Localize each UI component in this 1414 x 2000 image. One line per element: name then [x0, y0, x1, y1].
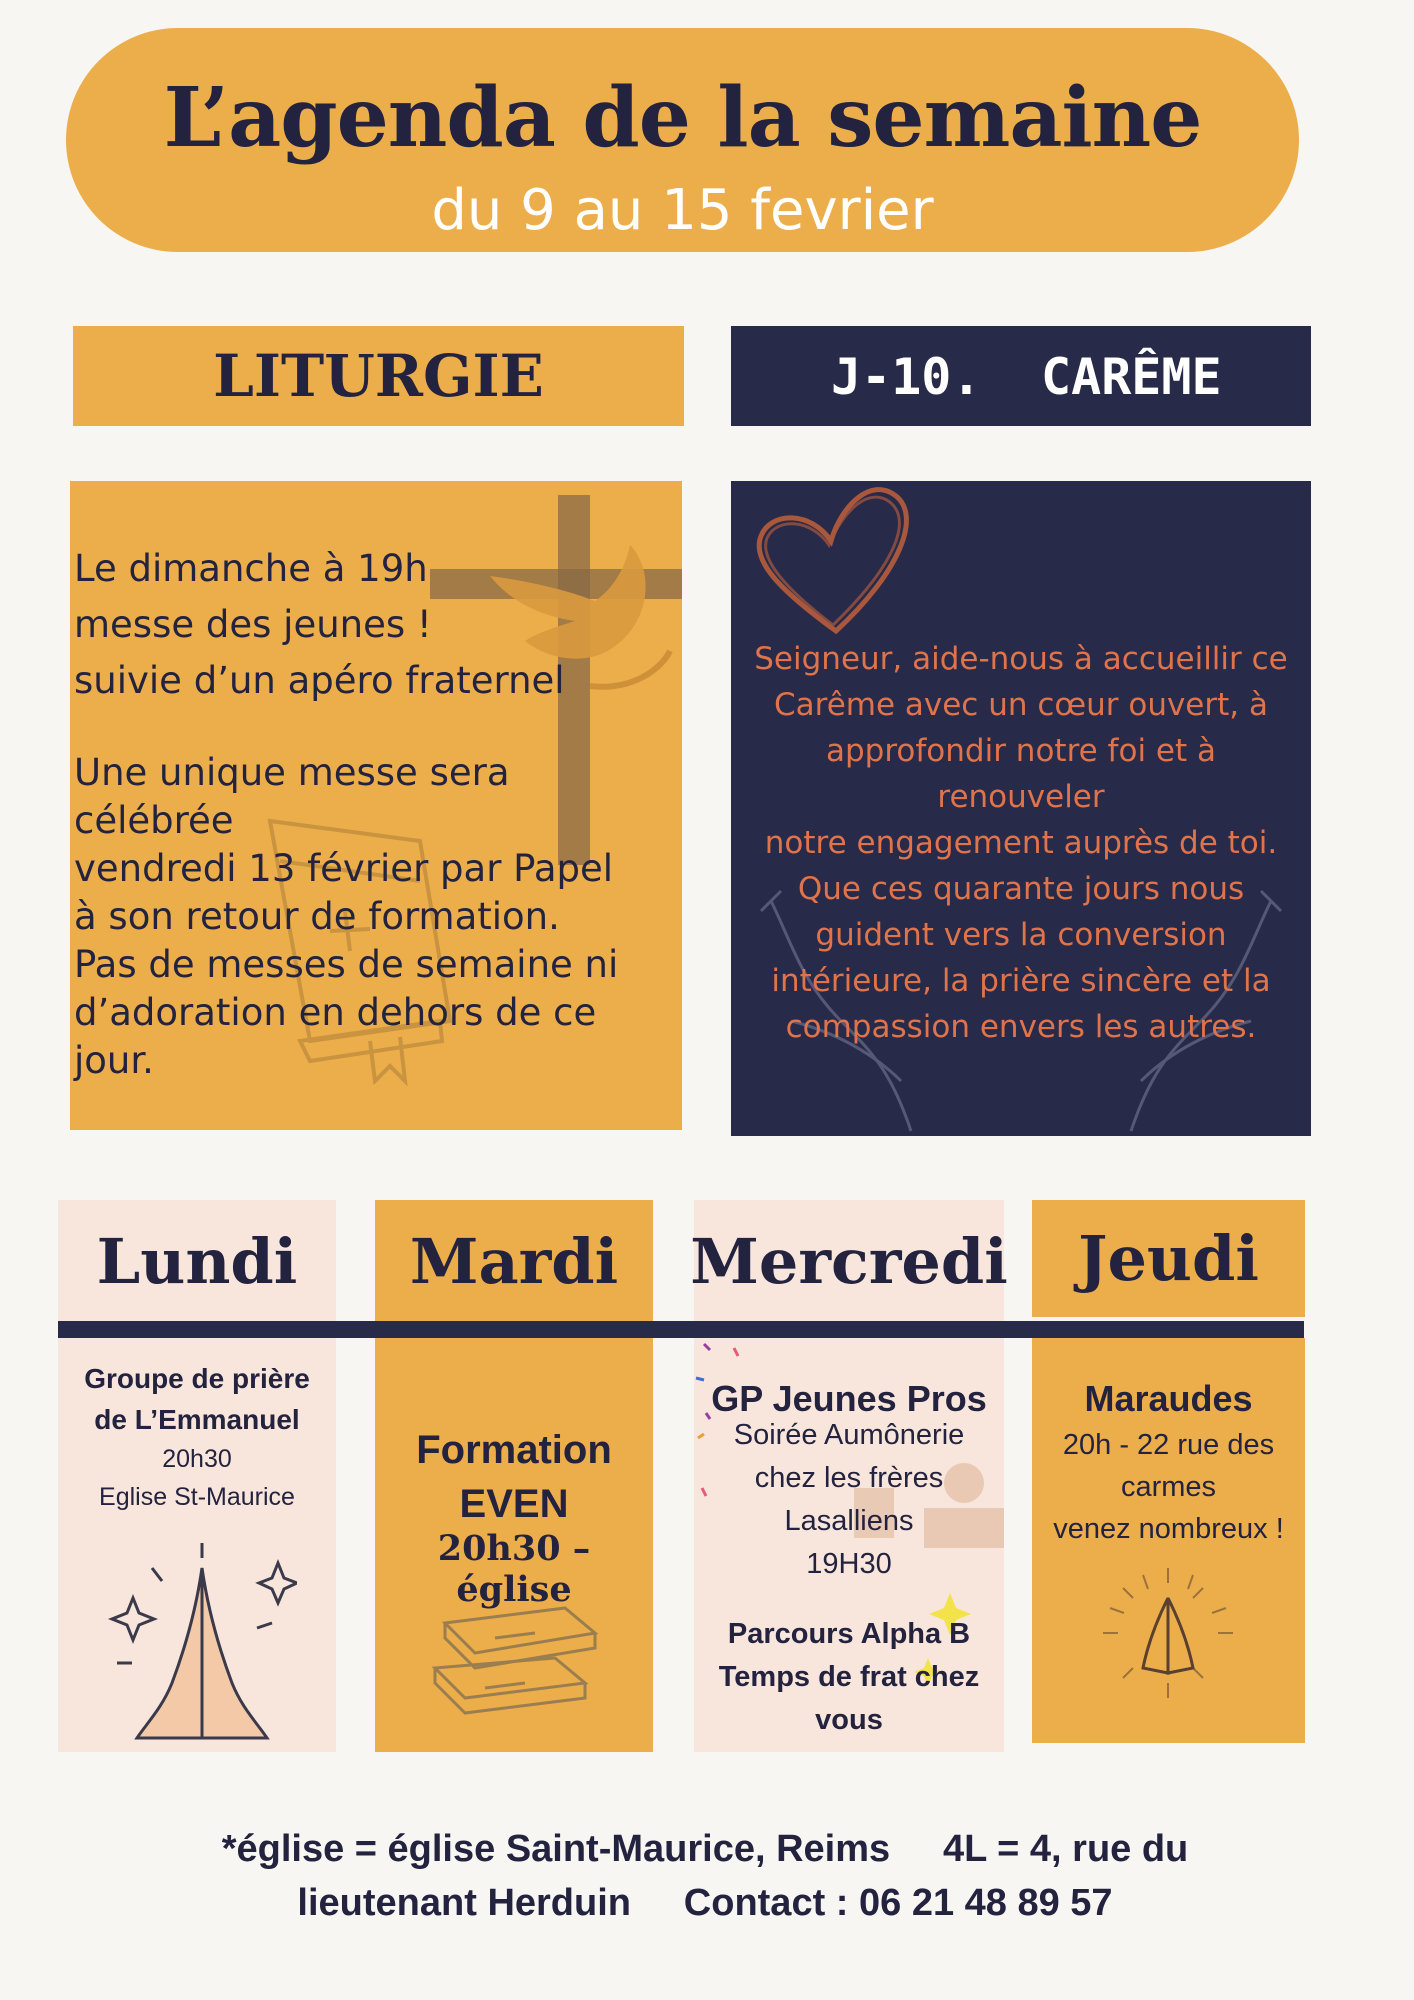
footer-line: lieutenant Herduin Contact : 06 21 48 89 57 [297, 1882, 1113, 1924]
mercredi-time: 19H30 [806, 1548, 892, 1580]
page-title: L’agenda de la semaine [163, 70, 1202, 166]
divider-bar [58, 1321, 1304, 1338]
careme-label: CARÊME [1041, 348, 1222, 406]
prayer-line: Seigneur, aide-nous à accueillir ce [754, 641, 1288, 677]
day-column-mardi [375, 1338, 653, 1752]
lundi-line: Groupe de prière [84, 1363, 310, 1394]
lundi-place: Eglise St-Maurice [99, 1483, 295, 1511]
careme-prayer-box [731, 481, 1311, 1136]
careme-prayer-text [741, 636, 1301, 1050]
jeudi-details [1032, 1424, 1305, 1550]
day-header-jeudi: Jeudi [1032, 1200, 1305, 1317]
lundi-line: de L’Emmanuel [94, 1404, 300, 1435]
mardi-time: 20h30 – église [437, 1528, 591, 1610]
prayer-line: intérieure, la prière sincère et la [771, 963, 1271, 999]
prayer-line: notre engagement auprès de toi. [764, 825, 1278, 861]
lundi-details [58, 1440, 336, 1516]
mercredi-title: GP Jeunes Pros [711, 1378, 987, 1419]
lundi-title [58, 1358, 336, 1440]
jeudi-line: 20h - 22 rue des [1062, 1429, 1275, 1461]
praying-hands-icon [107, 1543, 297, 1743]
jeudi-line: carmes [1120, 1471, 1217, 1503]
books-icon [425, 1593, 605, 1733]
day-column-jeudi [1032, 1338, 1305, 1743]
liturgie-line: célébrée [74, 799, 234, 842]
mardi-line: Formation [416, 1428, 612, 1472]
footer-line: *église = église Saint-Maurice, Reims 4L = 4, rue du [221, 1828, 1189, 1870]
liturgie-box [70, 481, 682, 1130]
mercredi-line: Soirée Aumônerie [733, 1419, 965, 1451]
mardi-line: EVEN [459, 1482, 569, 1526]
mardi-title [375, 1423, 653, 1531]
liturgie-tag: LITURGIE [73, 326, 684, 426]
liturgie-line: Une unique messe sera [74, 751, 510, 794]
day-column-lundi [58, 1338, 336, 1752]
mercredi-alpha [694, 1613, 1004, 1742]
liturgie-line: jour. [74, 1039, 154, 1082]
careme-tag [731, 326, 1311, 426]
liturgie-text [74, 541, 674, 1085]
mercredi-alpha-line: Temps de frat chez [718, 1661, 980, 1693]
day-header-mercredi: Mercredi [694, 1200, 1004, 1322]
mercredi-line: Lasalliens [784, 1505, 914, 1537]
jeudi-title: Maraudes [1084, 1378, 1253, 1419]
heart-icon [741, 481, 941, 641]
mercredi-alpha-line: vous [815, 1704, 883, 1736]
liturgie-line: Le dimanche à 19h [74, 547, 428, 590]
prayer-line: guident vers la conversion [815, 917, 1227, 953]
prayer-line: approfondir notre foi et à renouveler [826, 733, 1216, 815]
careme-countdown: J-10. [831, 348, 982, 406]
prayer-line: compassion envers les autres. [785, 1009, 1257, 1045]
footer [70, 1822, 1340, 1930]
lundi-time: 20h30 [162, 1445, 232, 1473]
day-header-lundi: Lundi [58, 1200, 336, 1322]
day-header-mardi: Mardi [375, 1200, 653, 1322]
liturgie-line: à son retour de formation. [74, 895, 560, 938]
mercredi-details [694, 1414, 1004, 1586]
liturgie-line: messe des jeunes ! [74, 603, 432, 646]
liturgie-line: d’adoration en dehors de ce [74, 991, 597, 1034]
header-banner [66, 28, 1299, 252]
praying-hands-icon [1098, 1563, 1238, 1703]
prayer-line: Carême avec un cœur ouvert, à [773, 687, 1268, 723]
page-subtitle: du 9 au 15 fevrier [431, 178, 934, 243]
jeudi-line: venez nombreux ! [1053, 1513, 1284, 1545]
day-column-mercredi [694, 1338, 1004, 1752]
liturgie-line: vendredi 13 février par Papel [74, 847, 614, 890]
liturgie-line: Pas de messes de semaine ni [74, 943, 619, 986]
mercredi-alpha-line: Parcours Alpha B [727, 1618, 971, 1650]
liturgie-paragraph [74, 749, 674, 1085]
liturgie-line: suivie d’un apéro fraternel [74, 659, 565, 702]
prayer-line: Que ces quarante jours nous [797, 871, 1245, 907]
mercredi-line: chez les frères [754, 1462, 944, 1494]
